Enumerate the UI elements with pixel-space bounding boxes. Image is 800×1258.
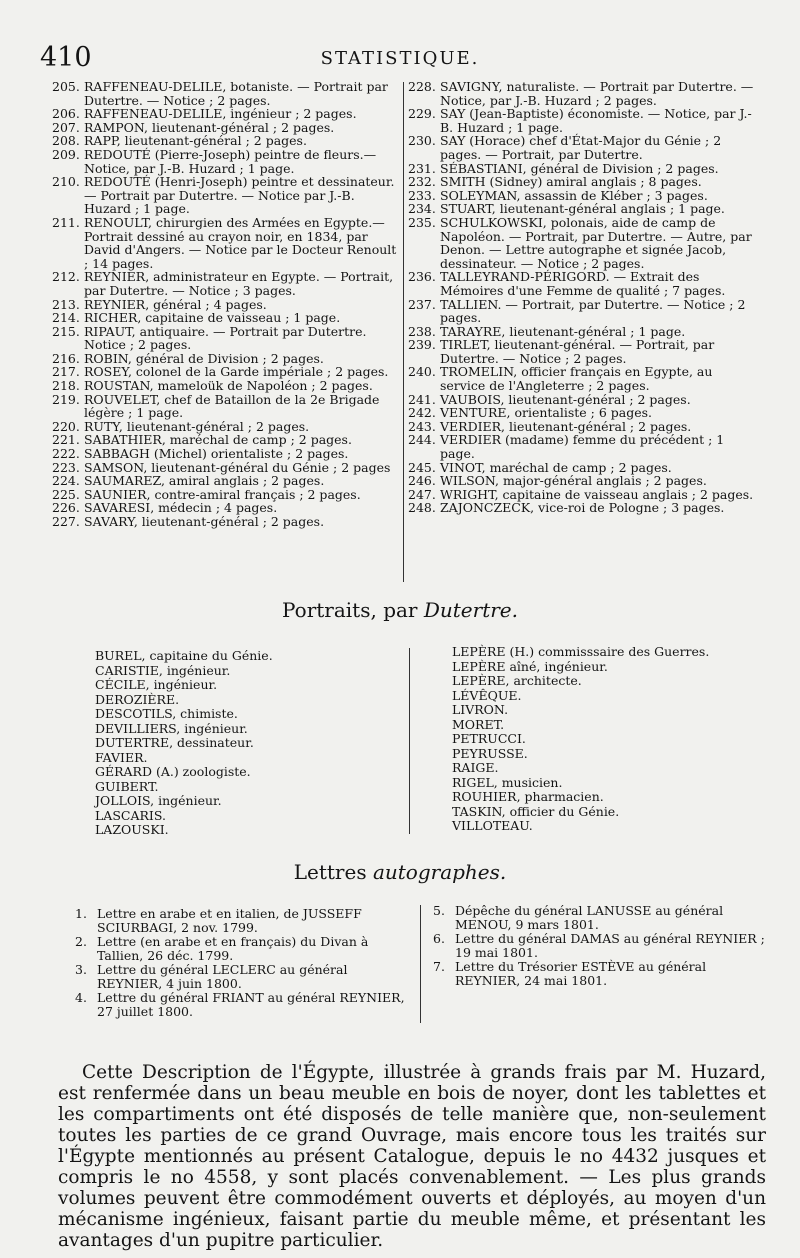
letter-entry	[75, 963, 415, 991]
entry-number: 247.	[408, 486, 436, 502]
portrait-name: ROUHIER, pharmacien.	[452, 789, 604, 804]
entry-text: VENTURE, orientaliste ; 6 pages.	[440, 405, 653, 421]
catalog-entry	[52, 515, 400, 529]
entry-text: SAVIGNY, naturaliste. — Portrait par Dutertre. — Notice, par J.-B. Huzard ; 2 pages.	[440, 79, 754, 108]
entry-number: 216.	[52, 350, 80, 366]
entry-number: 218.	[52, 378, 80, 394]
portrait-name: LIVRON.	[452, 702, 509, 717]
entry-number: 232.	[408, 174, 436, 190]
catalog-entry	[52, 379, 400, 393]
entry-number: 227.	[52, 514, 80, 529]
catalog-entry	[408, 298, 758, 325]
portrait-name: DESCOTILS, chimiste.	[95, 706, 238, 721]
letter-number: 1.	[75, 906, 87, 921]
page-header	[0, 40, 800, 80]
portrait-name: LASCARIS.	[95, 807, 166, 823]
letter-number: 5.	[433, 903, 445, 918]
catalog-entry	[52, 352, 400, 366]
letter-text: Lettre du Trésorier ESTÈVE au général REYNIER, 24 mai 1801.	[455, 959, 707, 988]
entry-number: 239.	[408, 337, 436, 353]
entry-text: SAVARY, lieutenant-général ; 2 pages.	[84, 514, 325, 529]
portraits-divider	[409, 648, 410, 834]
entry-number: 219.	[52, 391, 80, 407]
catalog-entry	[408, 501, 758, 515]
entry-number: 214.	[52, 310, 80, 326]
portrait-name: DUTERTRE, dessinateur.	[95, 735, 254, 750]
entry-number: 220.	[52, 418, 80, 434]
entry-number: 248.	[408, 500, 436, 516]
catalog-column-right	[408, 80, 758, 515]
catalog-entry	[52, 107, 400, 121]
entry-text: SAMSON, lieutenant-général du Génie ; 2 pages	[84, 459, 391, 475]
entry-number: 212.	[52, 269, 80, 285]
entry-text: RAMPON, lieutenant-général ; 2 pages.	[84, 119, 335, 135]
letter-entry	[75, 991, 415, 1019]
entry-text: ROBIN, général de Division ; 2 pages.	[84, 350, 324, 366]
letter-text: Lettre du général FRIANT au général REYNIER, 27 juillet 1800.	[97, 990, 405, 1019]
catalog-entry	[52, 420, 400, 434]
entry-text: TIRLET, lieutenant-général. — Portrait, par Dutertre. — Notice ; 2 pages.	[440, 337, 715, 366]
entry-text: VAUBOIS, lieutenant-général ; 2 pages.	[440, 391, 691, 407]
portrait-name: MORET.	[452, 716, 505, 732]
entry-number: 236.	[408, 269, 436, 285]
entry-text: ROUVELET, chef de Bataillon de la 2e Brigade légère ; 1 page.	[84, 391, 380, 421]
portrait-name: LÉVÊQUE.	[452, 687, 522, 703]
catalog-entry	[52, 501, 400, 515]
entry-text: VERDIER (madame) femme du précédent ; 1 page.	[440, 432, 725, 462]
letter-entry	[433, 932, 773, 960]
portrait-name: LEPÈRE (H.) commisssaire des Guerres.	[452, 644, 710, 659]
entry-number: 222.	[52, 446, 80, 462]
letter-number: 6.	[433, 931, 445, 946]
entry-text: VINOT, maréchal de camp ; 2 pages.	[440, 459, 672, 475]
catalog-entry	[408, 216, 758, 270]
entry-number: 238.	[408, 323, 436, 339]
entry-text: SCHULKOWSKI, polonais, aide de camp de Napoléon. — Portrait, par Dutertre. — Autre, par Denon. — Lettre autographe et signée Jacob, dessinateur. — Notice ; 2 pages.	[440, 214, 752, 271]
letters-heading-prefix: Lettres	[293, 860, 373, 884]
portrait-name: VILLOTEAU.	[452, 818, 533, 833]
entry-text: SAY (Horace) chef d'État-Major du Génie ; 2 pages. — Portrait, par Dutertre.	[440, 133, 722, 162]
entry-number: 237.	[408, 296, 436, 312]
entry-text: TALLEYRAND-PÉRIGORD. — Extrait des Mémoires d'une Femme de qualité ; 7 pages.	[440, 269, 726, 298]
catalog-entry	[408, 270, 758, 297]
portrait-name: CÉCILE, ingénieur.	[95, 677, 218, 692]
portrait-name: JOLLOIS, ingénieur.	[95, 793, 222, 808]
catalog-entry	[52, 461, 400, 475]
entry-number: 230.	[408, 133, 436, 149]
portrait-name: TASKIN, officier du Génie.	[452, 803, 620, 819]
portrait-name: CARISTIE, ingénieur.	[95, 662, 231, 678]
entry-text: SAUMAREZ, amiral anglais ; 2 pages.	[84, 473, 325, 489]
entry-text: STUART, lieutenant-général anglais ; 1 page.	[440, 201, 725, 217]
entry-text: REYNIER, administrateur en Egypte. — Portrait, par Dutertre. — Notice ; 3 pages.	[84, 269, 394, 298]
entry-text: SÉBASTIANI, général de Division ; 2 pages.	[440, 160, 719, 176]
entry-number: 240.	[408, 364, 436, 380]
letter-number: 2.	[75, 934, 87, 949]
portrait-name: RAIGE.	[452, 760, 499, 775]
entry-number: 235.	[408, 214, 436, 230]
entry-number: 205.	[52, 79, 80, 94]
entry-text: RAFFENEAU-DELILE, botaniste. — Portrait par Dutertre. — Notice ; 2 pages.	[84, 79, 388, 108]
letter-text: Dépêche du général LANUSSE au général MENOU, 9 mars 1801.	[455, 903, 724, 932]
entry-text: WILSON, major-général anglais ; 2 pages.	[440, 473, 707, 489]
entry-text: REDOUTÉ (Pierre-Joseph) peintre de fleurs.— Notice, par J.-B. Huzard ; 1 page.	[84, 146, 377, 176]
entry-number: 217.	[52, 364, 80, 380]
entry-text: TROMELIN, officier français en Egypte, au service de l'Angleterre ; 2 pages.	[440, 364, 713, 394]
letters-heading-italic: autographes.	[372, 860, 507, 884]
entry-number: 234.	[408, 201, 436, 217]
entry-number: 229.	[408, 106, 436, 122]
catalog-entry	[52, 134, 400, 148]
letters-heading	[0, 860, 800, 884]
catalog-entry	[52, 325, 400, 352]
catalog-entry	[52, 474, 400, 488]
catalog-entry	[408, 202, 758, 216]
portrait-name: GUIBERT.	[95, 778, 159, 794]
portrait-name: LEPÈRE aîné, ingénieur.	[452, 658, 608, 674]
entry-text: SABATHIER, maréchal de camp ; 2 pages.	[84, 432, 352, 448]
entry-text: TALLIEN. — Portrait, par Dutertre. — Notice ; 2 pages.	[440, 296, 746, 326]
entry-text: SAVARESI, médecin ; 4 pages.	[84, 500, 278, 516]
entry-number: 246.	[408, 473, 436, 489]
entry-text: VERDIER, lieutenant-général ; 2 pages.	[440, 418, 692, 434]
catalog-entry	[408, 488, 758, 502]
portrait-name: FAVIER.	[95, 749, 148, 765]
portraits-heading-prefix: Portraits, par	[282, 598, 424, 622]
catalog-entry	[408, 80, 758, 107]
catalog-entry	[408, 365, 758, 392]
letter-text: Lettre (en arabe et en français) du Divan à Tallien, 26 déc. 1799.	[97, 934, 369, 963]
entry-number: 208.	[52, 133, 80, 149]
catalog-entry	[52, 433, 400, 447]
catalog-entry	[408, 461, 758, 475]
letter-entry	[75, 935, 415, 963]
portrait-name: BUREL, capitaine du Génie.	[95, 648, 273, 663]
entry-number: 245.	[408, 459, 436, 475]
catalog-entry	[408, 406, 758, 420]
portraits-heading-name: Dutertre.	[423, 598, 518, 622]
catalog-entry	[408, 134, 758, 161]
entry-number: 211.	[52, 214, 80, 230]
letter-text: Lettre en arabe et en italien, de JUSSEFF SCIURBAGI, 2 nov. 1799.	[97, 906, 362, 935]
entry-text: SABBAGH (Michel) orientaliste ; 2 pages.	[84, 446, 349, 462]
entry-number: 215.	[52, 323, 80, 339]
entry-number: 233.	[408, 187, 436, 203]
entry-text: REYNIER, général ; 4 pages.	[84, 296, 267, 312]
catalog-entry	[52, 365, 400, 379]
catalog-column-left	[52, 80, 400, 529]
catalog-entry	[408, 393, 758, 407]
catalog-entry	[408, 175, 758, 189]
closing-paragraph: Cette Description de l'Égypte, illustrée à grands frais par M. Huzard, est renfermée dans un beau meuble en bois de noyer, dont les tablettes et les compartiments ont été disposés de telle manière que, non-seulement toutes les parties de ce grand Ouvrage, mais encore tous les traités sur l'Égypte mentionnés au présent Catalogue, depuis le no 4432 jusques et compris le no 4558, y sont placés convenablement. — Les plus grands volumes peuvent être commodément ouverts et déployés, au moyen d'un mécanisme ingénieux, faisant partie du meuble même, et présentant les avantages d'un pupitre particulier.	[58, 1061, 766, 1251]
entry-number: 226.	[52, 500, 80, 516]
page-number: 410	[40, 42, 92, 73]
portrait-name: PETRUCCI.	[452, 731, 526, 746]
portrait-name: DEVILLIERS, ingénieur.	[95, 720, 248, 736]
entry-number: 225.	[52, 486, 80, 502]
entry-number: 207.	[52, 119, 80, 135]
portrait-name: GÉRARD (A.) zoologiste.	[95, 764, 251, 779]
entry-number: 231.	[408, 160, 436, 176]
catalog-entry	[52, 447, 400, 461]
entry-number: 209.	[52, 146, 80, 162]
entry-number: 244.	[408, 432, 436, 448]
catalog-entry	[52, 311, 400, 325]
portraits-list-left	[95, 649, 405, 838]
entry-text: SOLEYMAN, assassin de Kléber ; 3 pages.	[440, 187, 708, 203]
catalog-entry	[52, 270, 400, 297]
entry-text: RAFFENEAU-DELILE, ingénieur ; 2 pages.	[84, 106, 357, 122]
catalog-entry	[52, 216, 400, 270]
letters-list-left	[75, 907, 415, 1019]
portraits-list-right	[452, 645, 772, 834]
entry-text: REDOUTÉ (Henri-Joseph) peintre et dessinateur. — Portrait par Dutertre. — Notice par J.-B. Huzard ; 1 page.	[84, 174, 395, 217]
entry-number: 228.	[408, 79, 436, 94]
letters-list-right	[433, 904, 773, 988]
portrait-name: RIGEL, musicien.	[452, 774, 563, 790]
entry-text: TARAYRE, lieutenant-général ; 1 page.	[440, 323, 686, 339]
catalog-entry	[52, 175, 400, 216]
entry-text: WRIGHT, capitaine de vaisseau anglais ; 2 pages.	[440, 486, 754, 502]
entry-number: 243.	[408, 418, 436, 434]
portrait-name: LAZOUSKI.	[95, 822, 169, 837]
catalog-entry	[408, 162, 758, 176]
catalog-entry	[408, 107, 758, 134]
letter-text: Lettre du général DAMAS au général REYNIER ; 19 mai 1801.	[455, 931, 765, 960]
entry-text: RAPP, lieutenant-général ; 2 pages.	[84, 133, 307, 149]
entry-number: 223.	[52, 459, 80, 475]
letter-entry	[433, 904, 773, 932]
entry-text: ROUSTAN, mameloük de Napoléon ; 2 pages.	[84, 378, 373, 394]
entry-text: RIPAUT, antiquaire. — Portrait par Dutertre. Notice ; 2 pages.	[84, 323, 367, 353]
letter-text: Lettre du général LECLERC au général REYNIER, 4 juin 1800.	[97, 962, 348, 991]
portraits-heading	[0, 598, 800, 622]
letter-number: 3.	[75, 962, 87, 977]
entry-number: 242.	[408, 405, 436, 421]
entry-text: SAUNIER, contre-amiral français ; 2 pages.	[84, 486, 361, 502]
catalog-entry	[408, 420, 758, 434]
catalog-entry	[52, 148, 400, 175]
catalog-entry	[408, 433, 758, 460]
catalog-entry	[52, 80, 400, 107]
entry-number: 241.	[408, 391, 436, 407]
portrait-name: DEROZIÈRE.	[95, 691, 180, 707]
catalog-entry	[408, 474, 758, 488]
catalog-entry	[52, 488, 400, 502]
portrait-name: PEYRUSSE.	[452, 745, 528, 761]
catalog-entry	[408, 338, 758, 365]
catalog-entry	[52, 298, 400, 312]
entry-text: SAY (Jean-Baptiste) économiste. — Notice, par J.-B. Huzard ; 1 page.	[440, 106, 752, 135]
entry-text: SMITH (Sidney) amiral anglais ; 8 pages.	[440, 174, 702, 190]
portrait-name: LEPÈRE, architecte.	[452, 673, 582, 688]
column-divider	[403, 82, 404, 582]
catalog-entry	[52, 121, 400, 135]
catalog-entry	[52, 393, 400, 420]
entry-text: RUTY, lieutenant-général ; 2 pages.	[84, 418, 310, 434]
running-title: STATISTIQUE.	[320, 48, 480, 69]
entry-text: RICHER, capitaine de vaisseau ; 1 page.	[84, 310, 341, 326]
entry-number: 224.	[52, 473, 80, 489]
entry-text: RENOULT, chirurgien des Armées en Egypte.— Portrait dessiné au crayon noir, en 1834, par David d'Angers. — Notice par le Docteur Renoult ; 14 pages.	[84, 214, 397, 271]
entry-number: 206.	[52, 106, 80, 122]
letter-number: 4.	[75, 990, 87, 1005]
entry-number: 213.	[52, 296, 80, 312]
catalog-entry	[408, 325, 758, 339]
entry-text: ZAJONCZECK, vice-roi de Pologne ; 3 pages.	[440, 500, 725, 516]
entry-number: 210.	[52, 174, 80, 190]
entry-number: 221.	[52, 432, 80, 448]
letter-entry	[433, 960, 773, 988]
letter-entry	[75, 907, 415, 935]
catalog-entry	[408, 189, 758, 203]
entry-text: ROSEY, colonel de la Garde impériale ; 2 pages.	[84, 364, 389, 380]
letter-number: 7.	[433, 959, 445, 974]
letters-divider	[420, 905, 421, 1023]
